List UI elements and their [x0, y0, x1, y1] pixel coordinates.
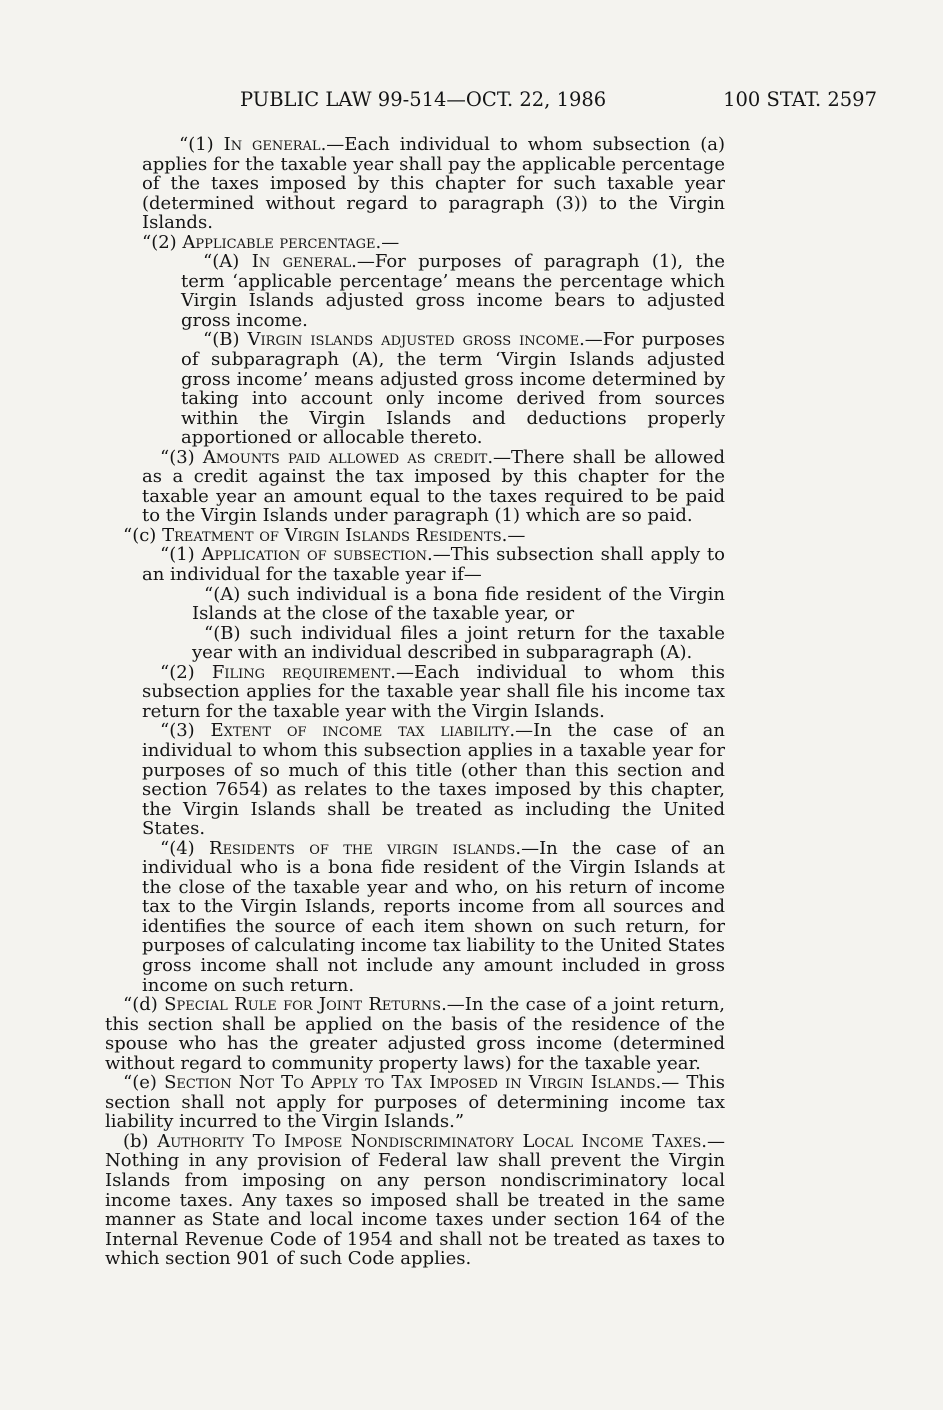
subsection-b-local-income-taxes: (b) Authority To Impose Nondiscriminatory Local Income Taxes.—Nothing in any provision of Federal law shall prevent the Virgin Islands from imposing on any person nondiscriminatory local income taxes. Any taxes so imposed shall be treated in the same manner as State and local income taxes under section 164 of the Internal Revenue Code of 1954 and shall not be treated as taxes to which section 901 of such Code applies.	[105, 1130, 725, 1270]
subpara-b-joint-return: “(B) such individual files a joint return for the taxable year with an individual described in subparagraph (A).	[192, 622, 725, 664]
subpara-a-bona-fide-resident: “(A) such individual is a bona fide resident of the Virgin Islands at the close of the taxable year, or	[192, 583, 725, 625]
para-application-subsection: “(1) Application of subsection.—This subsection shall apply to an individual for the taxable year if—	[142, 544, 725, 586]
subsection-d-joint-returns: “(d) Special Rule for Joint Returns.—In the case of a joint return, this section shall be applied on the basis of the residence of the spouse who has the greater adjusted gross income (determined without regard to community property laws) for the taxable year.	[105, 994, 725, 1074]
subpara-b-vi-agi: “(B) Virgin islands adjusted gross income.—For purposes of subparagraph (A), the term ‘Virgin Islands adjusted gross income’ means adjusted gross income determined by taking into account only income derived from sources within the Virgin Islands and deductions properly apportioned or allocable thereto.	[181, 329, 725, 449]
para-applicable-percentage: “(2) Applicable percentage.—	[142, 231, 400, 253]
para-general: “(1) In general.—Each individual to whom subsection (a) applies for the taxable year shall pay the applicable percentage of the taxes imposed by this chapter for such taxable year (determined without regard to paragraph (3)) to the Virgin Islands.	[142, 134, 726, 234]
para-amounts-paid-credit: “(3) Amounts paid allowed as credit.—There shall be allowed as a credit against the tax imposed by this chapter for the taxable year an amount equal to the taxes required to be paid to the Virgin Islands under paragraph (1) which are so paid.	[142, 446, 726, 527]
subsection-e-not-apply: “(e) Section Not To Apply to Tax Imposed in Virgin Islands.— This section shall not apply for purposes of determining income tax liability incurred to the Virgin Islands.”	[105, 1072, 725, 1133]
para-residents-vi: “(4) Residents of the virgin islands.—In the case of an individual who is a bona fide resident of the Virgin Islands at the close of the taxable year and who, on his return of income tax to the Virgin Islands, reports income from all sources and identifies the source of each item shown on such return, for purposes of calculating income tax liability to the United States gross income shall not include any amount included in gross income on such return.	[142, 837, 725, 996]
statute-body	[105, 135, 725, 1269]
subsection-c-heading: “(c) Treatment of Virgin Islands Residents.—	[123, 524, 526, 546]
header-title: PUBLIC LAW 99-514—OCT. 22, 1986	[240, 88, 607, 111]
running-header	[240, 88, 877, 116]
para-filing-requirement: “(2) Filing requirement.—Each individual to whom this subsection applies for the taxable year shall file his income tax return for the taxable year with the Virgin Islands.	[142, 661, 725, 722]
subpara-a-general: “(A) In general.—For purposes of paragraph (1), the term ‘applicable percentage’ means the percentage which Virgin Islands adjusted gross income bears to adjusted gross income.	[181, 251, 725, 331]
para-extent-liability: “(3) Extent of income tax liability.—In the case of an individual to whom this subsection applies in a taxable year for purposes of so much of this title (other than this section and section 7654) as relates to the taxes imposed by this chapter, the Virgin Islands shall be treated as including the United States.	[142, 720, 725, 840]
header-stat-citation: 100 STAT. 2597	[723, 88, 877, 111]
